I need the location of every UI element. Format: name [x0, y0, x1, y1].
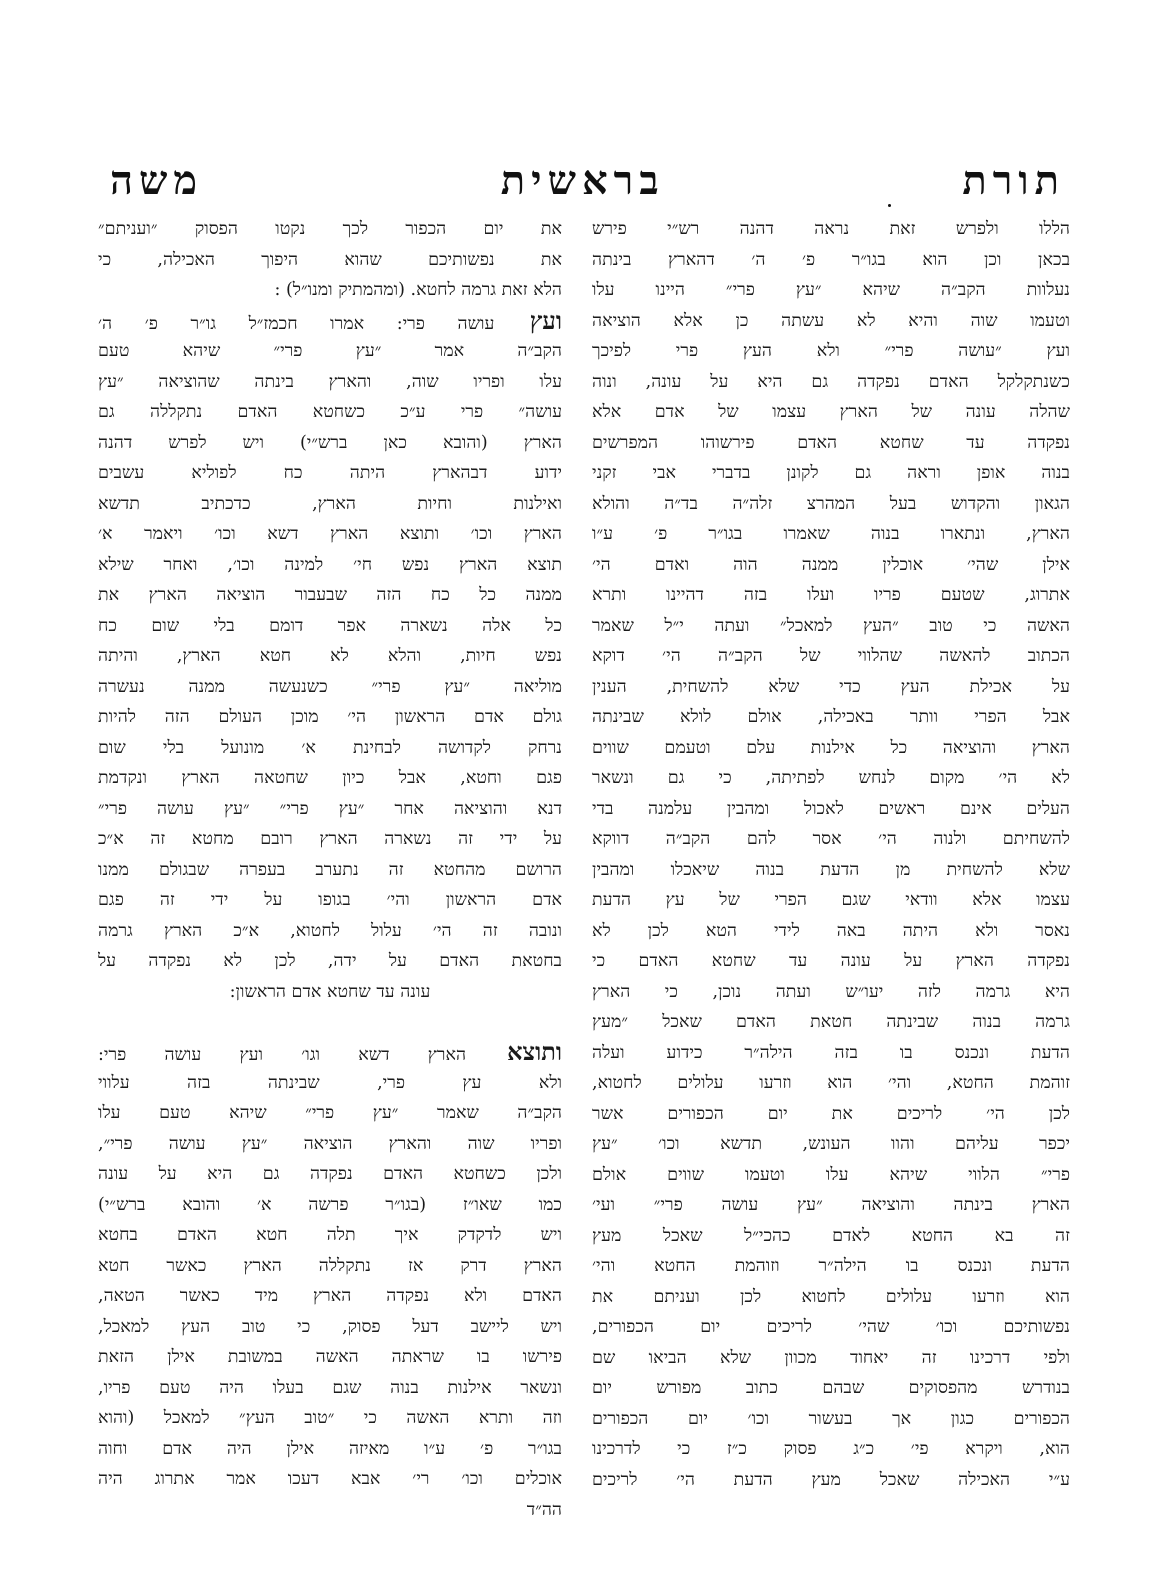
text-line: ע״י האכילה שאכל מעץ הדעת הי׳ לריכים: [592, 1469, 1070, 1490]
text-line: בכאן וכן הוא בגו״ר פ׳ ה׳ דהארץ בינתה: [592, 249, 1070, 270]
text-line: ונשאר אילנות בנוה שגם בעלו היה טעם פריו,: [98, 1377, 562, 1398]
text-line: כשנתקלקל האדם נפקדה גם היא על עונה, ונוה: [592, 371, 1070, 392]
text-line: אתרוג, שטעם פריו ועלו בזה דהיינו ותרא: [592, 585, 1070, 605]
text-line: הוא וזרעו עלולים לחטוא לכן ועניתם את: [592, 1286, 1070, 1307]
text-line: פירשו בו שראתה האשה במשובת אילן הזאת: [98, 1347, 562, 1367]
text-line: הכפורים כגון אך בעשור וכו׳ יום הכפורים: [592, 1408, 1070, 1429]
text-line: להשחיתם ולנוה הי׳ אסר להם הקב״ה דווקא: [592, 829, 1070, 849]
text-line: הה״ד: [526, 1499, 562, 1520]
paragraph-lead-word: ותוצא: [466, 1037, 562, 1066]
text-line: את נפשותיכם שהוא היפוך האכילה, כי: [98, 249, 562, 270]
text-line: על אכילת העץ כדי שלא להשחית, הענין: [592, 676, 1070, 697]
text-line-content: עושה פרי: אמרו חכמז״ל גו״ר פ׳ ה׳: [98, 313, 495, 334]
text-line: הדעת ונכנס בו בזה הילה״ר כידוע ועלה: [592, 1042, 1070, 1063]
text-line: ידוע דבהארץ היתה כח לפוליא עשבים: [98, 463, 562, 483]
header-right-word: תורת: [962, 156, 1065, 204]
text-line: תוצא הארץ נפש חי׳ למינה וכו׳, ואחר שילא: [98, 554, 562, 575]
text-line: שלא להשחית מן הדעת בנוה שיאכלו ומהבין: [592, 859, 1070, 880]
header-dot: [888, 204, 891, 207]
text-line: כל אלה נשארה אפר דומם בלי שום כח: [98, 615, 562, 636]
text-line: נפשותיכם וכו׳ שהי׳ לריכים יום הכפורים,: [592, 1317, 1070, 1337]
text-line: יכפר עליהם והוו העונש, תדשא וכו׳ ״עץ: [592, 1134, 1070, 1154]
text-line: הכתוב להאשה שהלווי של הקב״ה הי׳ דוקא: [592, 646, 1070, 666]
text-line: הקב״ה שאמר ״עץ פרי״ שיהא טעם עלו: [98, 1103, 562, 1123]
text-line: על ידי זה נשארה הארץ רובם מחטא זה א״כ: [98, 829, 562, 849]
text-line: אבל הפרי וותר באכילה, אולם לולא שבינתה: [592, 707, 1070, 727]
text-line: בנודרש מהפסוקים שבהם כתוב מפורש יום: [592, 1378, 1070, 1398]
text-line: לכן הי׳ לריכים את יום הכפורים אשר: [592, 1103, 1070, 1124]
text-line: הדעת ונכנס בו הילה״ר וזוהמת החטא והי׳: [592, 1256, 1070, 1276]
text-line: בחטאת האדם על ידה, לכן לא נפקדה על: [98, 951, 562, 971]
text-line: לא הי׳ מקום לנחש לפתיתה, כי גם ונשאר: [592, 768, 1070, 788]
text-line: גרמה בנוה שבינתה חטאת האדם שאכל ״מעץ: [592, 1012, 1070, 1032]
text-line: עצמו אלא וודאי שגם הפרי של עץ הדעת: [592, 890, 1070, 910]
text-line: הארץ (והובא כאן ברש״י) ויש לפרש דהנה: [98, 432, 562, 453]
text-line: גולם אדם הראשון הי׳ מוכן העולם הזה להיות: [98, 707, 562, 727]
text-line: הללו ולפרש זאת נראה דהנה רש״י פירש: [592, 219, 1070, 239]
text-line: הוא, ויקרא פי׳ כ״ג פסוק כ״ז כי לדרכינו: [592, 1439, 1070, 1459]
text-line-content: הארץ דשא וגו׳ ועץ עושה פרי:: [98, 1045, 467, 1065]
text-line: הלא זאת גרמה לחטא. (ומהמתיק ומנו״ל) :: [274, 280, 562, 300]
text-line: עלו ופריו שוה, והארץ בינתה שהוציאה ״עץ: [98, 371, 562, 392]
text-line: כמו שאו״ז (בגו״ר פרשה א׳ והובא ברש״י): [98, 1194, 562, 1215]
text-line: בגו״ר פ׳ ע״ו מאיזה אילן היה אדם וחוה: [98, 1438, 562, 1459]
header-center-word: בראשית: [500, 156, 665, 204]
text-line: נפקדה הארץ על עונה עד שחטא האדם כי: [592, 951, 1070, 971]
text-line: הגאון והקדוש בעל המהרצ זלה״ה בד״ה והולא: [592, 493, 1070, 514]
text-line: וזה ותרא האשה כי ״טוב העץ״ למאכל (והוא: [98, 1408, 562, 1428]
text-line: [98, 1037, 562, 1068]
text-line: זוהמת החטא, והי׳ הוא וזרעו עלולים לחטוא,: [592, 1073, 1070, 1093]
text-line: ונובה זה הי׳ עלול לחטוא, א״כ הארץ גרמה: [98, 920, 562, 941]
text-line: העלים אינם ראשים לאכול ומהבין עלמנה בדי: [592, 798, 1070, 819]
text-line: נאסר ולא היתה באה לידי הטא לכן לא: [592, 920, 1070, 941]
text-line: האדם ולא נפקדה הארץ מיד כאשר הטאה,: [98, 1286, 562, 1306]
text-line: נפקדה עד שחטא האדם פירשוהו המפרשים: [592, 432, 1070, 453]
text-line: נעלוות הקב״ה שיהא ״עץ פרי״ היינו עלו: [592, 280, 1070, 300]
text-line: הארץ בינתה והוציאה ״עץ עושה פרי״ ועי׳: [592, 1195, 1070, 1215]
text-line: הרושם מהחטא זה נתערב בעפרה שבגולם ממנו: [98, 859, 562, 880]
text-line: הארץ, ונתארו בנוה שאמרו בגו״ר פ׳ ע״ו: [592, 524, 1070, 544]
text-line: הארץ והוציאה כל אילנות עלם וטעמם שווים: [592, 737, 1070, 758]
text-line: ולא עץ פרי, שבינתה בזה עלווי: [98, 1072, 562, 1093]
text-line: מוליאה ״עץ פרי״ כשנעשה ממנה נעשרה: [98, 676, 562, 697]
text-line: [98, 306, 562, 337]
text-line: פגם וחטא, אבל כיון שחטאה הארץ ונקדמת: [98, 768, 562, 788]
text-line: עושה״ פרי ע״כ כשחטא האדם נתקללה גם: [98, 402, 562, 422]
text-line: ולפי דרכינו זה יאחוד מכוון שלא הביאו שם: [592, 1347, 1070, 1368]
text-line: דנא והוציאה אחר ״עץ פרי״ ״עץ עושה פרי״: [98, 798, 562, 819]
text-line: אדם הראשון והי׳ בגופו על ידי זה פגם: [98, 890, 562, 910]
text-line: פרי״ הלווי שיהא עלו וטעמו שווים אולם: [592, 1164, 1070, 1185]
text-line: הארץ וכו׳ ותוצא הארץ דשא וכו׳ ויאמר א׳: [98, 524, 562, 544]
left-text-column: [98, 214, 562, 1525]
text-line: בנוה אופן וראה גם לקונן בדברי אבי זקני: [592, 463, 1070, 483]
text-line: זה בא החטא לאדם כהכי״ל שאכל מעץ: [592, 1225, 1070, 1246]
text-line: ועץ ״עושה פרי״ ולא העץ פרי לפיכך: [592, 341, 1070, 361]
text-line: וטעמו שוה והיא לא עשתה כן אלא הוציאה: [592, 310, 1070, 331]
text-line: אוכלים וכו׳ רי׳ אבא דעכו אמר אתרוג היה: [98, 1469, 562, 1489]
text-line: עונה עד שחטא אדם הראשון:: [229, 981, 431, 1002]
text-line: את יום הכפור לכך נקטו הפסוק ״ועניתם״: [98, 219, 562, 239]
text-line: ממנה כל כח הזה שבעבור הוציאה הארץ את: [98, 585, 562, 605]
text-line: נרחק לקדושה לבחינת א׳ מונועל בלי שום: [98, 737, 562, 758]
text-line: ואילנות וחיות הארץ, כדכתיב תדשא: [98, 493, 562, 514]
text-line: היא גרמה לזה יעו״ש ועתה נוכן, כי הארץ: [592, 981, 1070, 1002]
text-line: הקב״ה אמר ״עץ פרי״ שיהא טעם: [98, 341, 562, 361]
running-header: [110, 150, 1065, 210]
paragraph-gap: [98, 1007, 562, 1037]
text-line: הארץ דרק אז נתקללה הארץ כאשר חטא: [98, 1255, 562, 1276]
right-text-column: [592, 214, 1070, 1495]
text-line: האשה כי טוב ״העץ למאכל״ ועתה י״ל שאמר: [592, 615, 1070, 636]
text-line: שהלה עונה של הארץ עצמו של אדם אלא: [592, 402, 1070, 422]
paragraph-lead-word: ועץ: [494, 305, 562, 335]
text-line: ויש לדקדק איך תלה חטא האדם בחטא: [98, 1225, 562, 1245]
text-line: נפש חיות, והלא לא חטא הארץ, והיתה: [98, 646, 562, 666]
header-left-word: משה: [110, 156, 204, 204]
text-line: ולכן כשחטא האדם נפקדה גם היא על עונה: [98, 1164, 562, 1184]
text-line: ופריו שוה והארץ הוציאה ״עץ עושה פרי״,: [98, 1133, 562, 1154]
text-line: ויש ליישב דעל פסוק, כי טוב העץ למאכל,: [98, 1316, 562, 1337]
text-line: אילן שהי׳ אוכלין ממנה הוה ואדם הי׳: [592, 554, 1070, 575]
